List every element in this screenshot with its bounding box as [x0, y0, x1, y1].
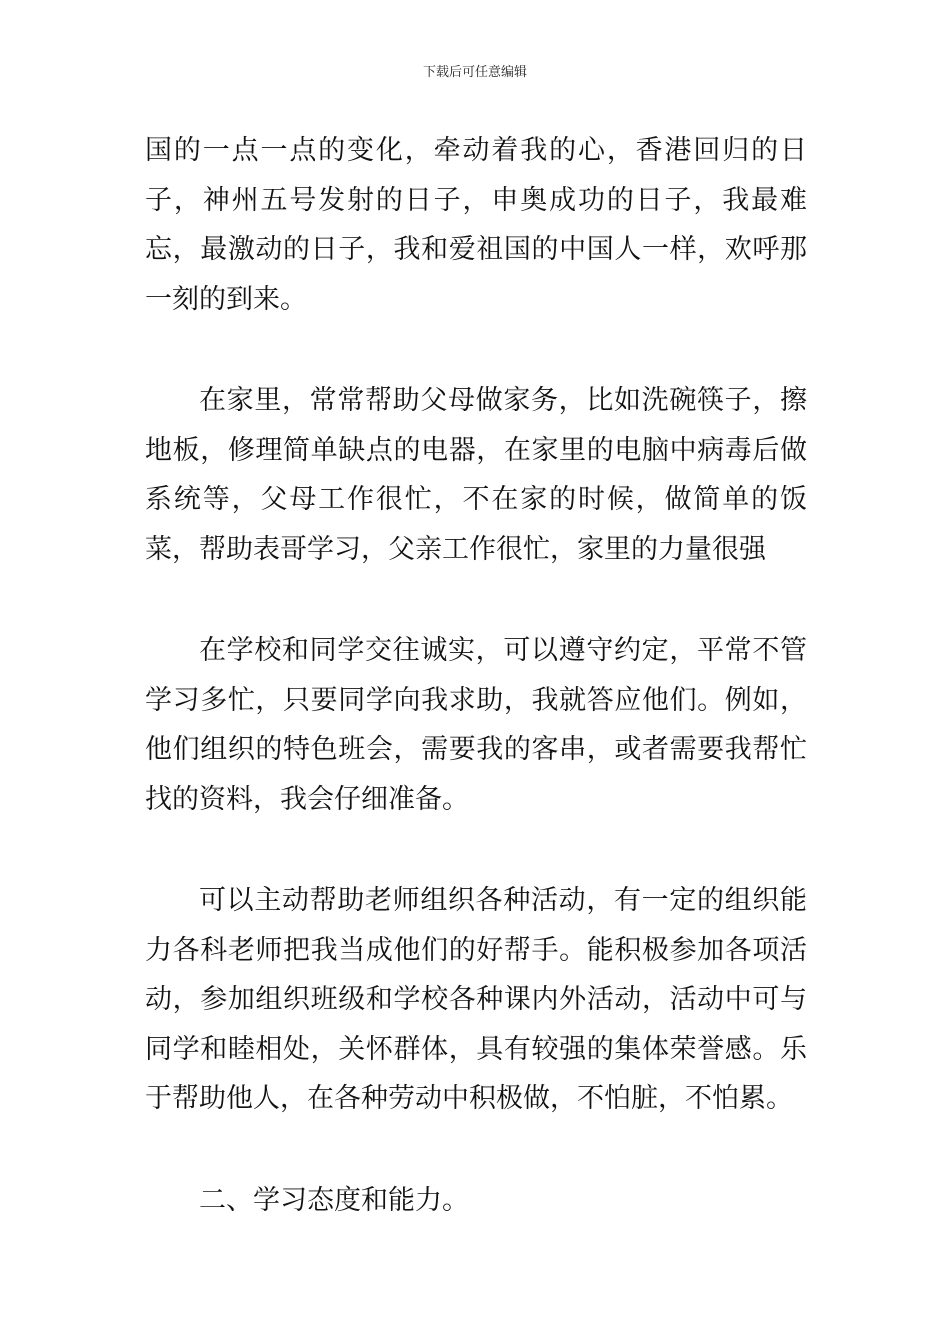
paragraph-continuation: 国的一点一点的变化，牵动着我的心，香港回归的日子，神州五号发射的日子，申奥成功的日子，我最难忘，最激动的日子，我和爱祖国的中国人一样，欢呼那一刻的到来。: [145, 135, 807, 315]
paragraph-school-friends: 在学校和同学交往诚实，可以遵守约定，平常不管学习多忙，只要同学向我求助，我就答应他们。例如，他们组织的特色班会，需要我的客串，或者需要我帮忙找的资料，我会仔细准备。: [145, 635, 807, 815]
paragraph-activities: 可以主动帮助老师组织各种活动，有一定的组织能力各科老师把我当成他们的好帮手。能积极参加各项活动，参加组织班级和学校各种课内外活动，活动中可与同学和睦相处，关怀群体，具有较强的集体荣誉感。乐于帮助他人，在各种劳动中积极做，不怕脏，不怕累。: [145, 885, 807, 1114]
paragraph-home-chores: 在家里，常常帮助父母做家务，比如洗碗筷子，擦地板，修理简单缺点的电器，在家里的电脑中病毒后做系统等，父母工作很忙，不在家的时候，做简单的饭菜，帮助表哥学习，父亲工作很忙，家里的力量很强: [145, 385, 807, 565]
section-heading: 二、学习态度和能力。: [199, 1184, 469, 1216]
document-body: [145, 126, 807, 1277]
page-header: 下载后可任意编辑: [422, 65, 527, 80]
